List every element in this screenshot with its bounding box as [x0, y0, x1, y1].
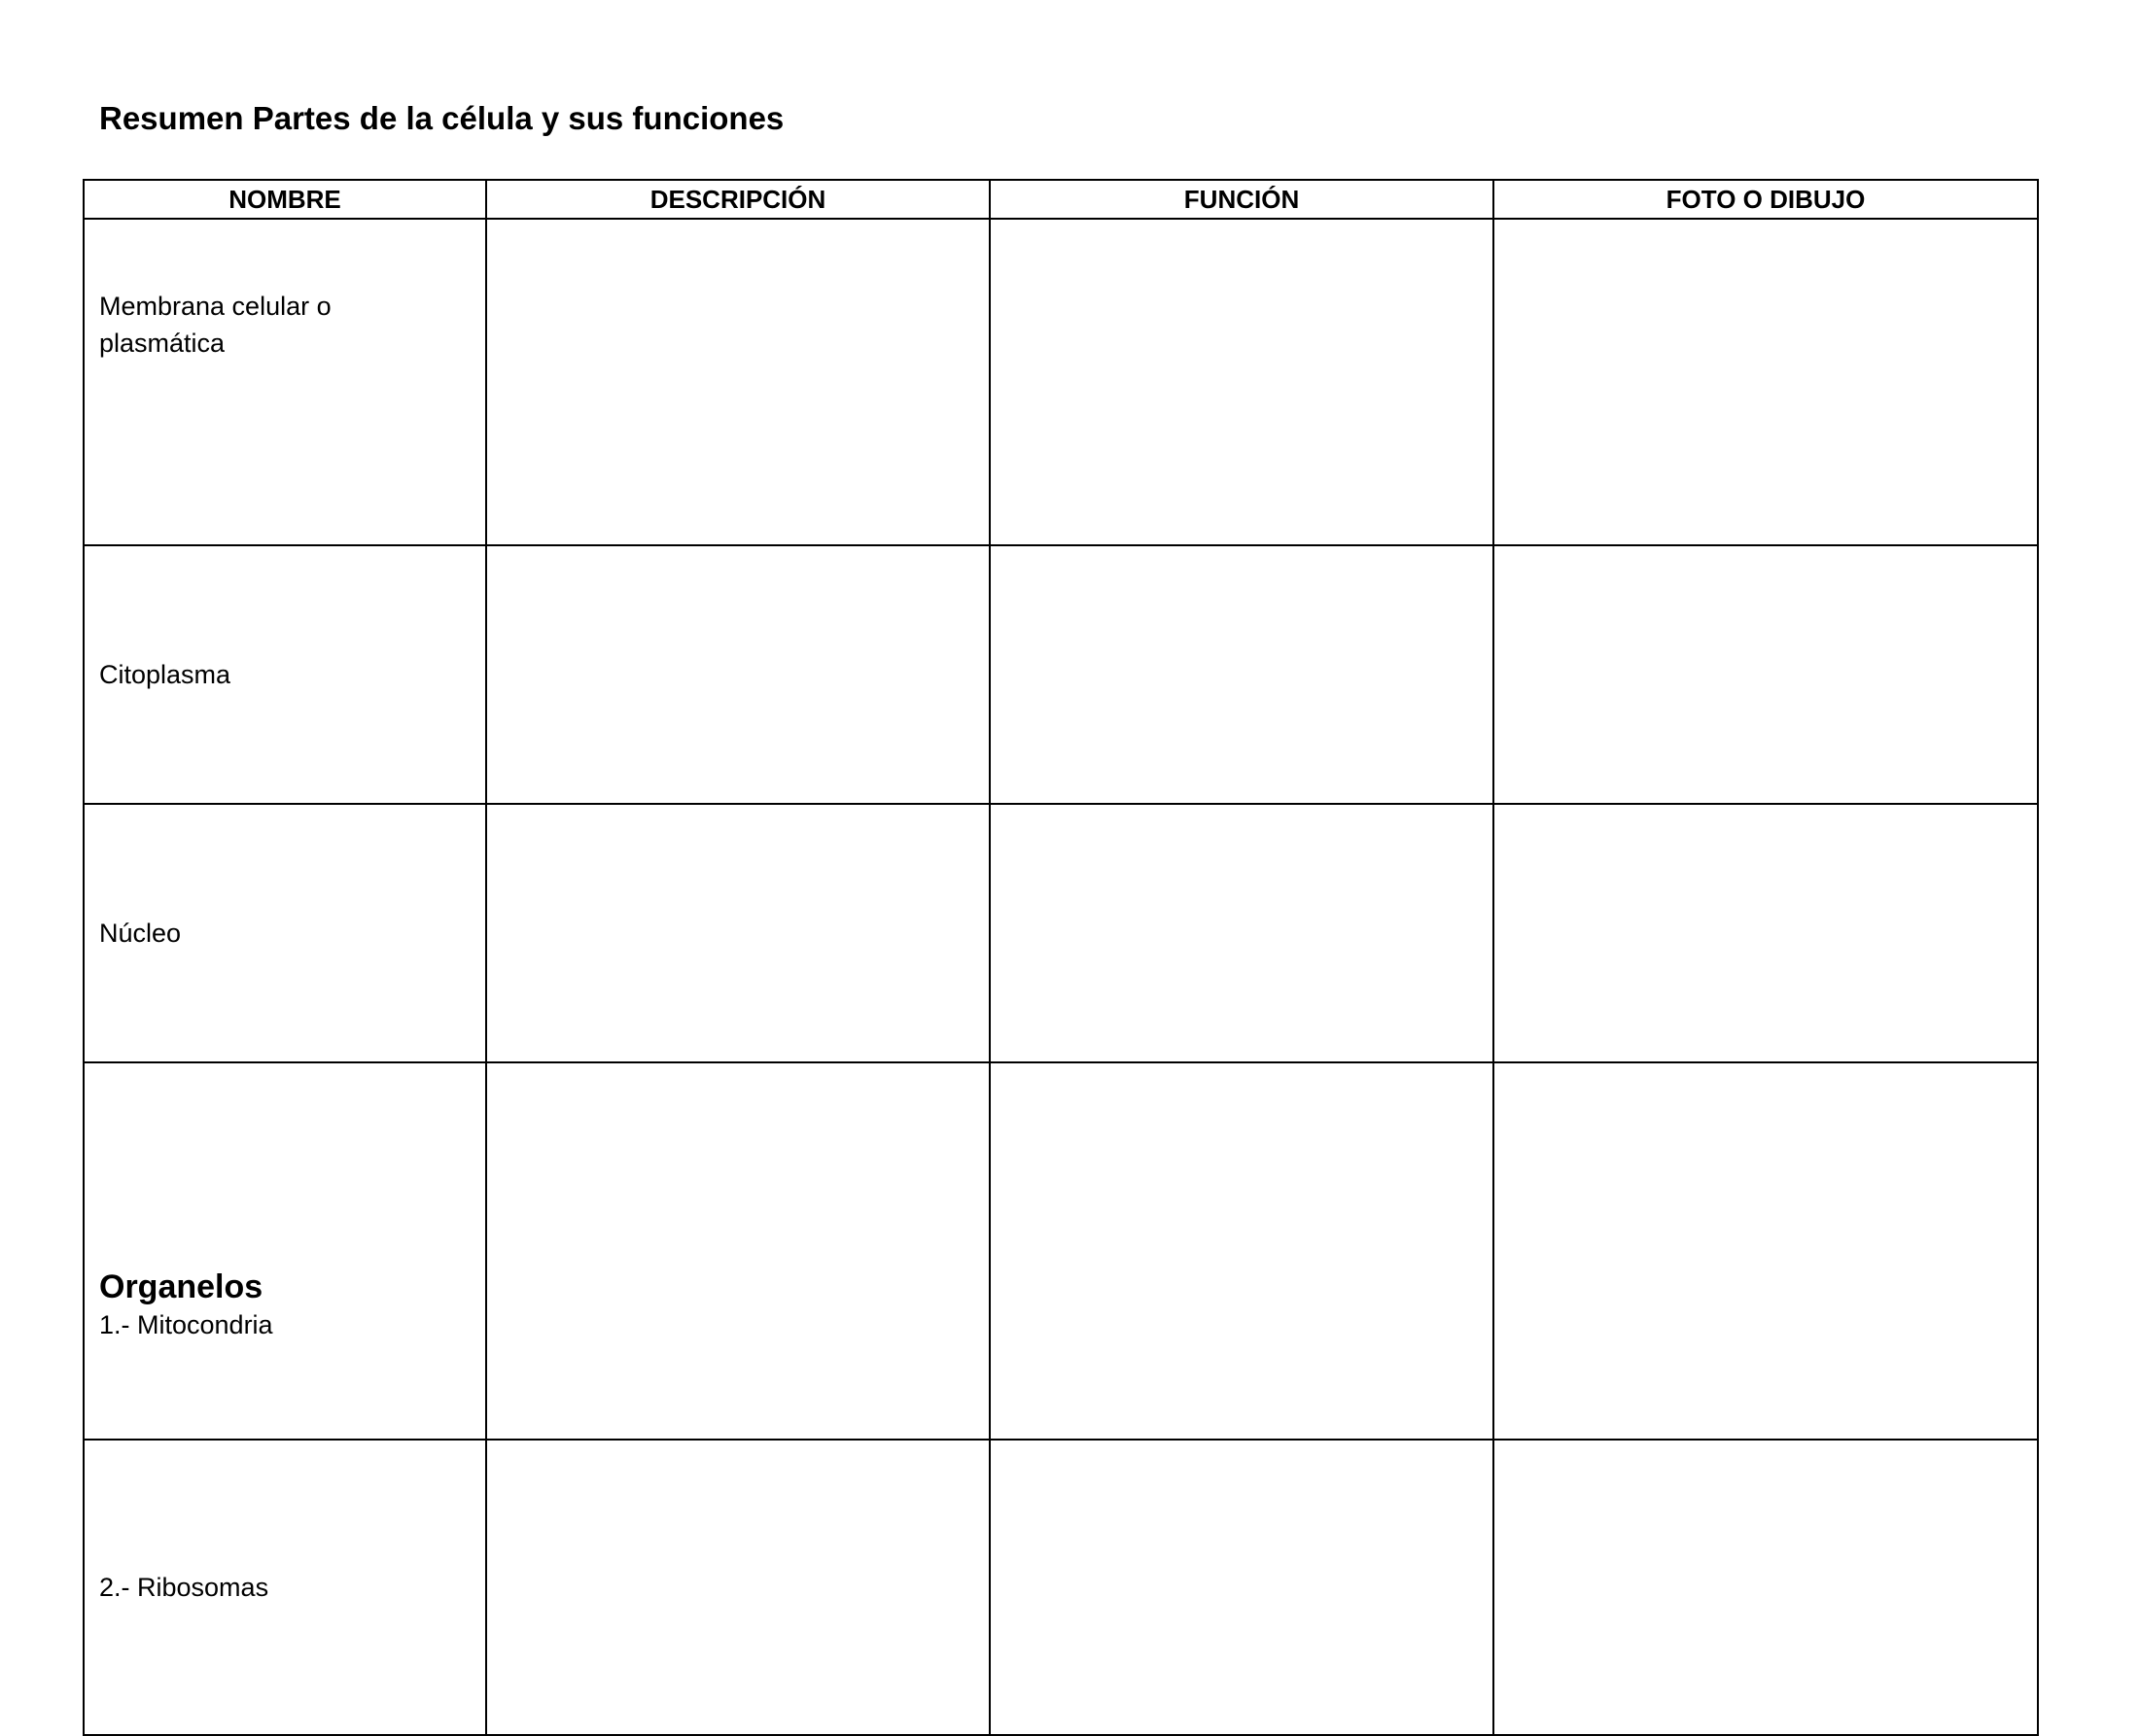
photo-drawing-cell[interactable] — [1493, 804, 2038, 1062]
table-row — [84, 219, 2038, 545]
function-cell[interactable] — [990, 1062, 1493, 1440]
photo-drawing-cell[interactable] — [1493, 1440, 2038, 1735]
row-name-line: Membrana celular o — [99, 292, 332, 321]
header-descripcion: DESCRIPCIÓN — [486, 180, 990, 219]
cell-parts-table — [83, 179, 2039, 1736]
function-cell[interactable] — [990, 804, 1493, 1062]
row-name: 1.- Mitocondria — [99, 1310, 273, 1339]
header-nombre: NOMBRE — [84, 180, 486, 219]
description-cell[interactable] — [486, 219, 990, 545]
table-header-row — [84, 180, 2038, 219]
document-title: Resumen Partes de la célula y sus funciones — [99, 100, 785, 136]
row-name-line: plasmática — [99, 329, 226, 358]
header-foto-o-dibujo: FOTO O DIBUJO — [1493, 180, 2038, 219]
section-heading-organelos: Organelos — [99, 1268, 263, 1305]
function-cell[interactable] — [990, 545, 1493, 804]
description-cell[interactable] — [486, 545, 990, 804]
name-cell — [84, 545, 486, 804]
description-cell[interactable] — [486, 1062, 990, 1440]
name-cell — [84, 804, 486, 1062]
table-row — [84, 1062, 2038, 1440]
photo-drawing-cell[interactable] — [1493, 219, 2038, 545]
row-name: Citoplasma — [99, 660, 231, 689]
name-cell — [84, 219, 486, 545]
photo-drawing-cell[interactable] — [1493, 545, 2038, 804]
row-name: Núcleo — [99, 919, 182, 948]
description-cell[interactable] — [486, 1440, 990, 1735]
row-name: 2.- Ribosomas — [99, 1573, 269, 1602]
description-cell[interactable] — [486, 804, 990, 1062]
table-row — [84, 545, 2038, 804]
table-row — [84, 1440, 2038, 1735]
header-funcion: FUNCIÓN — [990, 180, 1493, 219]
name-cell — [84, 1062, 486, 1440]
function-cell[interactable] — [990, 1440, 1493, 1735]
name-cell — [84, 1440, 486, 1735]
photo-drawing-cell[interactable] — [1493, 1062, 2038, 1440]
table-row — [84, 804, 2038, 1062]
function-cell[interactable] — [990, 219, 1493, 545]
